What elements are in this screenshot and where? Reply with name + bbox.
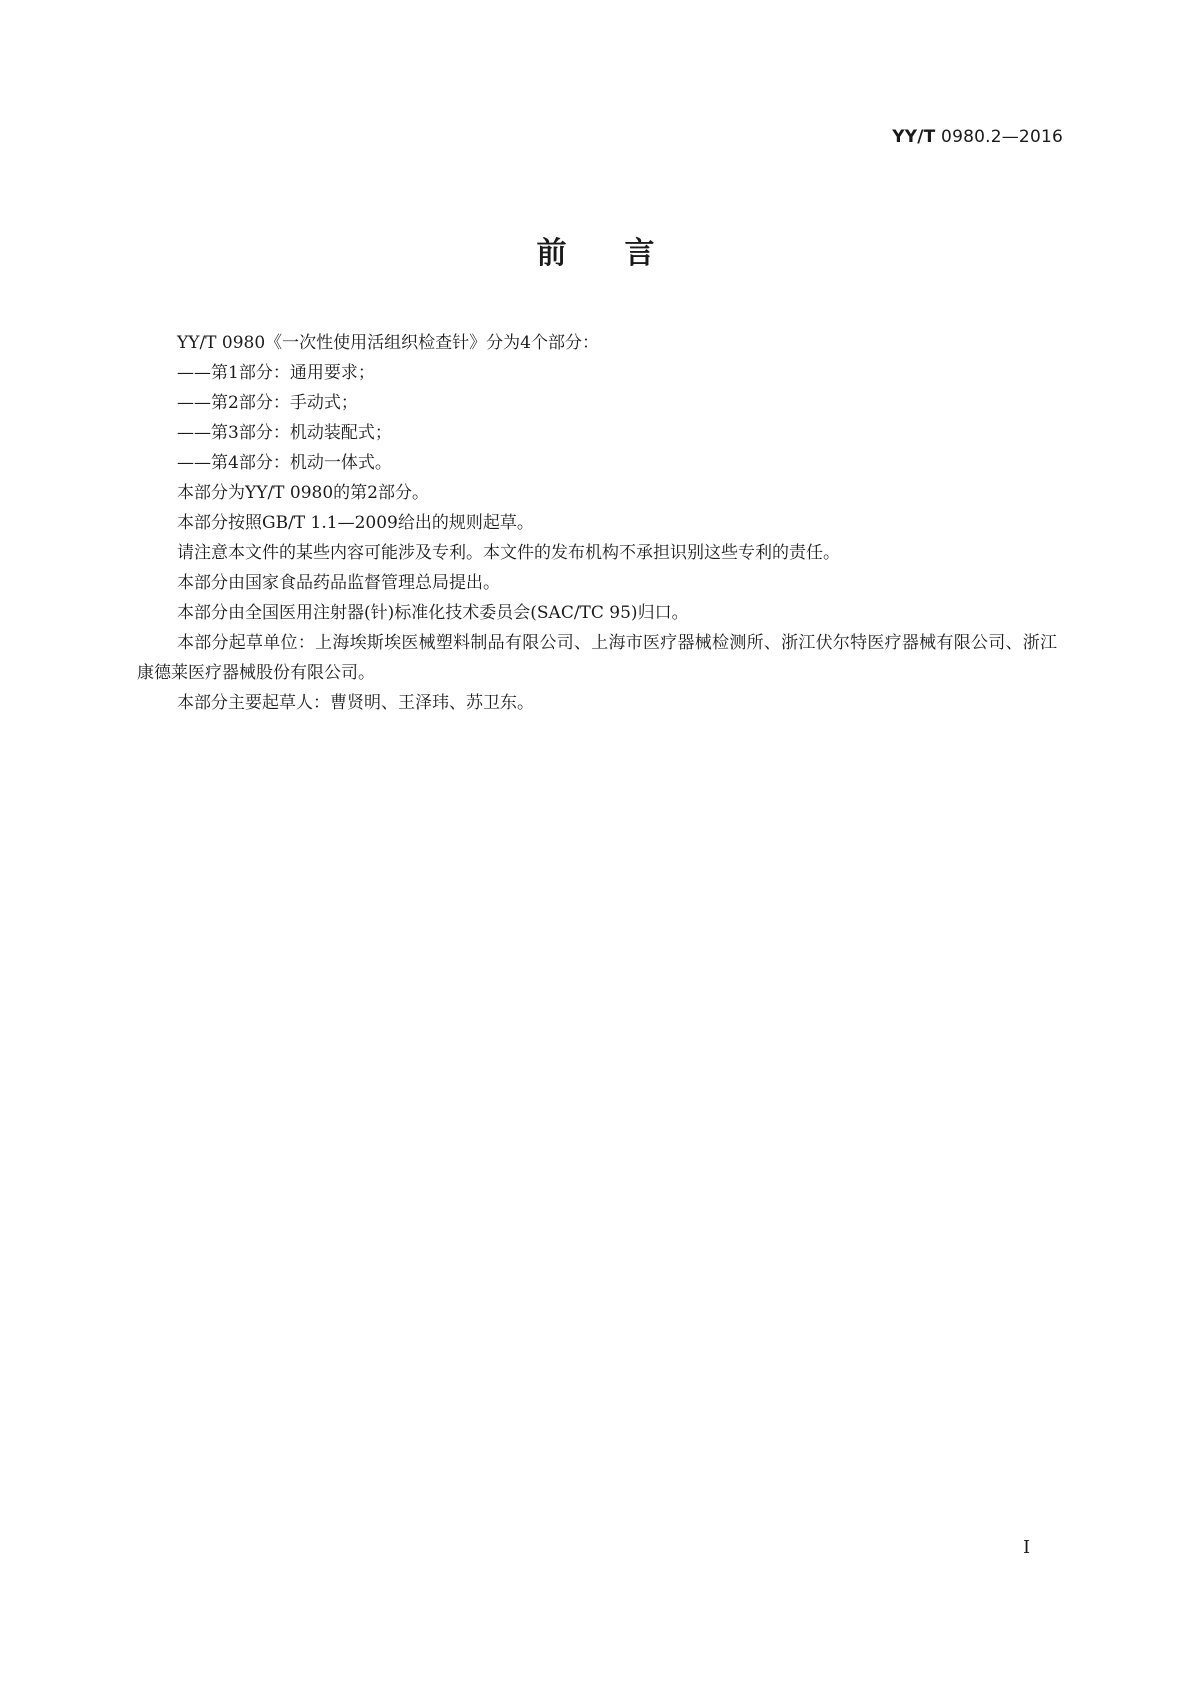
standard-prefix: YY/T: [892, 127, 936, 147]
page-title: 前言: [536, 236, 713, 271]
foreword-body: [137, 328, 1057, 718]
paragraph-intro: YY/T 0980《一次性使用活组织检查针》分为4个部分：: [177, 333, 599, 353]
paragraph-part-1: ——第1部分：通用要求；: [177, 363, 375, 383]
paragraph-drafting-rules: 本部分按照GB/T 1.1—2009给出的规则起草。: [177, 513, 534, 533]
paragraph-proposer: 本部分由国家食品药品监督管理总局提出。: [177, 573, 500, 593]
standard-number: 0980.2—2016: [941, 127, 1063, 147]
paragraph-part-3: ——第3部分：机动装配式；: [177, 423, 392, 443]
page-number: I: [1023, 1537, 1031, 1558]
paragraph-part-4: ——第4部分：机动一体式。: [177, 453, 392, 473]
paragraph-drafting-units: 本部分起草单位：上海埃斯埃医械塑料制品有限公司、上海市医疗器械检测所、浙江伏尔特医疗器械有限公司、浙江康德莱医疗器械股份有限公司。: [137, 633, 1057, 683]
standard-code: [892, 127, 1063, 147]
paragraph-this-part: 本部分为YY/T 0980的第2部分。: [177, 483, 429, 503]
paragraph-committee: 本部分由全国医用注射器(针)标准化技术委员会(SAC/TC 95)归口。: [177, 603, 689, 623]
paragraph-part-2: ——第2部分：手动式；: [177, 393, 358, 413]
paragraph-drafters: 本部分主要起草人：曹贤明、王泽玮、苏卫东。: [177, 693, 534, 713]
paragraph-patent-notice: 请注意本文件的某些内容可能涉及专利。本文件的发布机构不承担识别这些专利的责任。: [177, 543, 840, 563]
